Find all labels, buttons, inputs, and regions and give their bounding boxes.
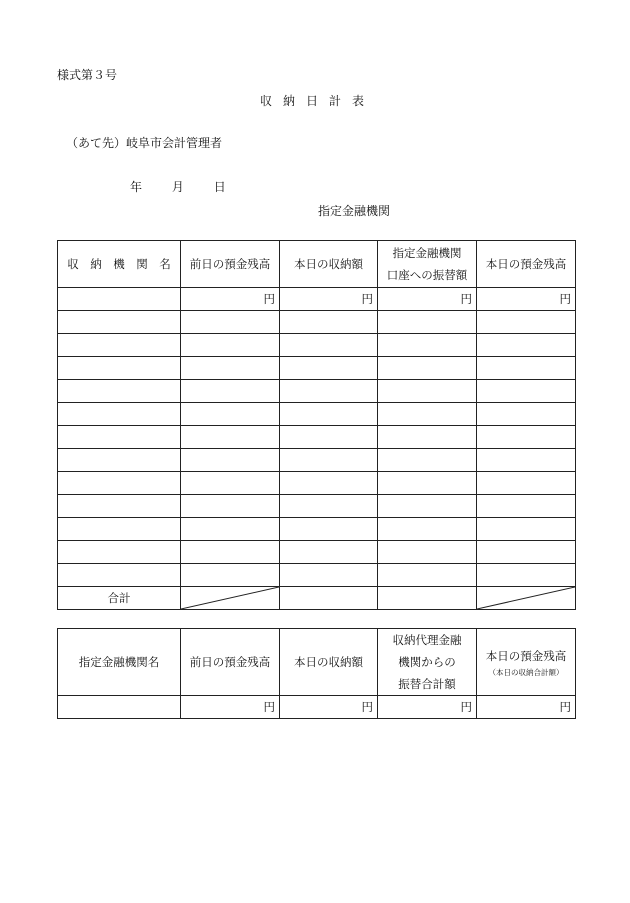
- table-cell[interactable]: [378, 311, 477, 334]
- table-cell[interactable]: [280, 495, 378, 518]
- addressee: （あて先）岐阜市会計管理者: [66, 136, 223, 150]
- table-cell[interactable]: [58, 564, 181, 587]
- table-cell[interactable]: [58, 495, 181, 518]
- table-row: [58, 518, 576, 541]
- page-title: 収納日計表: [260, 94, 376, 108]
- table-row: [58, 426, 576, 449]
- header-transfer-line2: 口座への振替額: [386, 268, 468, 282]
- table-cell[interactable]: [58, 472, 181, 495]
- table-cell[interactable]: [58, 357, 181, 380]
- table-cell[interactable]: [58, 288, 181, 311]
- unit-cell[interactable]: 円: [378, 288, 477, 311]
- header-designated-institution-name: 指定金融機関名: [58, 629, 181, 696]
- table-cell[interactable]: [280, 587, 378, 610]
- total-label: 合計: [58, 587, 181, 610]
- designated-institution: 指定金融機関: [318, 204, 391, 218]
- header-transfer-line1: 指定金融機関: [392, 246, 462, 260]
- table-cell[interactable]: [280, 449, 378, 472]
- table-row: [58, 472, 576, 495]
- table-row: [58, 311, 576, 334]
- table-cell[interactable]: [477, 334, 576, 357]
- diagonal-line: [477, 587, 575, 609]
- table-cell[interactable]: [378, 564, 477, 587]
- table-cell[interactable]: [477, 518, 576, 541]
- collection-table: [57, 240, 576, 610]
- table-cell[interactable]: [378, 541, 477, 564]
- table-cell[interactable]: [378, 380, 477, 403]
- diagonal-line: [181, 587, 279, 609]
- table-cell[interactable]: [280, 403, 378, 426]
- header-previous-balance: 前日の預金残高: [181, 241, 280, 288]
- table-cell[interactable]: [378, 403, 477, 426]
- table-cell[interactable]: [181, 541, 280, 564]
- table-cell[interactable]: [280, 334, 378, 357]
- header-previous-balance: 前日の預金残高: [181, 629, 280, 696]
- table-row: [58, 564, 576, 587]
- date-year-label: 年: [130, 180, 143, 194]
- table-cell[interactable]: [58, 449, 181, 472]
- table-row: [58, 449, 576, 472]
- table-cell[interactable]: [181, 380, 280, 403]
- table-cell[interactable]: [181, 334, 280, 357]
- table-cell[interactable]: [477, 495, 576, 518]
- table-cell[interactable]: [280, 518, 378, 541]
- header-today-balance-note: （本日の収納合計額）: [488, 668, 564, 677]
- table-cell[interactable]: [378, 449, 477, 472]
- table-cell[interactable]: [477, 357, 576, 380]
- table-cell[interactable]: [58, 541, 181, 564]
- diagonal-cell: [181, 587, 280, 610]
- header-today-balance: 本日の預金残高: [477, 241, 576, 288]
- table-cell[interactable]: [378, 587, 477, 610]
- designated-institution-table: [57, 628, 576, 719]
- header-today-balance: [477, 629, 576, 696]
- table-cell[interactable]: [181, 518, 280, 541]
- table-row: [58, 357, 576, 380]
- table-cell[interactable]: [181, 311, 280, 334]
- header-agent-line3: 振替合計額: [398, 677, 456, 691]
- date-row: [130, 178, 226, 195]
- table-cell[interactable]: [181, 495, 280, 518]
- header-agent-line2: 機関からの: [398, 655, 456, 669]
- unit-cell[interactable]: 円: [280, 288, 378, 311]
- table-cell[interactable]: [477, 564, 576, 587]
- table-cell[interactable]: [378, 426, 477, 449]
- table-cell[interactable]: [181, 564, 280, 587]
- table-cell[interactable]: [58, 426, 181, 449]
- table-cell[interactable]: [280, 564, 378, 587]
- header-agent-transfer-total: [378, 629, 477, 696]
- unit-cell[interactable]: 円: [181, 288, 280, 311]
- unit-cell[interactable]: 円: [477, 288, 576, 311]
- table-cell[interactable]: [477, 472, 576, 495]
- unit-cell[interactable]: 円: [181, 696, 280, 719]
- table-cell[interactable]: [280, 380, 378, 403]
- table-cell[interactable]: [477, 541, 576, 564]
- unit-cell[interactable]: 円: [280, 696, 378, 719]
- table-cell[interactable]: [58, 518, 181, 541]
- table-cell[interactable]: [477, 426, 576, 449]
- header-today-collection: 本日の収納額: [280, 629, 378, 696]
- table-cell[interactable]: [58, 334, 181, 357]
- table-cell[interactable]: [477, 311, 576, 334]
- table-cell[interactable]: [181, 403, 280, 426]
- table-cell[interactable]: [181, 357, 280, 380]
- table-cell[interactable]: [280, 357, 378, 380]
- unit-cell[interactable]: 円: [477, 696, 576, 719]
- table-cell[interactable]: [58, 403, 181, 426]
- table-cell[interactable]: [477, 449, 576, 472]
- table-cell[interactable]: [378, 472, 477, 495]
- table-cell[interactable]: [280, 311, 378, 334]
- unit-cell[interactable]: 円: [378, 696, 477, 719]
- table-row: [58, 541, 576, 564]
- table-row: [58, 403, 576, 426]
- table-header-row: [58, 241, 576, 288]
- table-cell[interactable]: [378, 518, 477, 541]
- table-cell[interactable]: [378, 357, 477, 380]
- table-row: [58, 380, 576, 403]
- table-cell[interactable]: [181, 449, 280, 472]
- table-row: [58, 696, 576, 719]
- total-row: [58, 587, 576, 610]
- date-day-label: 日: [213, 180, 226, 194]
- header-transfer-amount: [378, 241, 477, 288]
- table-row: [58, 288, 576, 311]
- date-month-label: 月: [171, 180, 184, 194]
- table-cell[interactable]: [477, 380, 576, 403]
- table-row: [58, 495, 576, 518]
- table-cell[interactable]: [280, 426, 378, 449]
- table-cell[interactable]: [280, 472, 378, 495]
- table-header-row: [58, 629, 576, 696]
- form-number: 様式第３号: [57, 68, 118, 82]
- diagonal-cell: [477, 587, 576, 610]
- table-cell[interactable]: [58, 311, 181, 334]
- table-cell[interactable]: [477, 403, 576, 426]
- table-cell[interactable]: [378, 334, 477, 357]
- header-agent-line1: 収納代理金融: [392, 633, 462, 647]
- table-cell[interactable]: [181, 426, 280, 449]
- table-cell[interactable]: [58, 696, 181, 719]
- header-today-balance-label: 本日の預金残高: [485, 649, 567, 663]
- table-cell[interactable]: [378, 495, 477, 518]
- table-cell[interactable]: [181, 472, 280, 495]
- table-row: [58, 334, 576, 357]
- header-institution-name: 収 納 機 関 名: [58, 241, 181, 288]
- header-today-collection: 本日の収納額: [280, 241, 378, 288]
- table-cell[interactable]: [280, 541, 378, 564]
- table-cell[interactable]: [58, 380, 181, 403]
